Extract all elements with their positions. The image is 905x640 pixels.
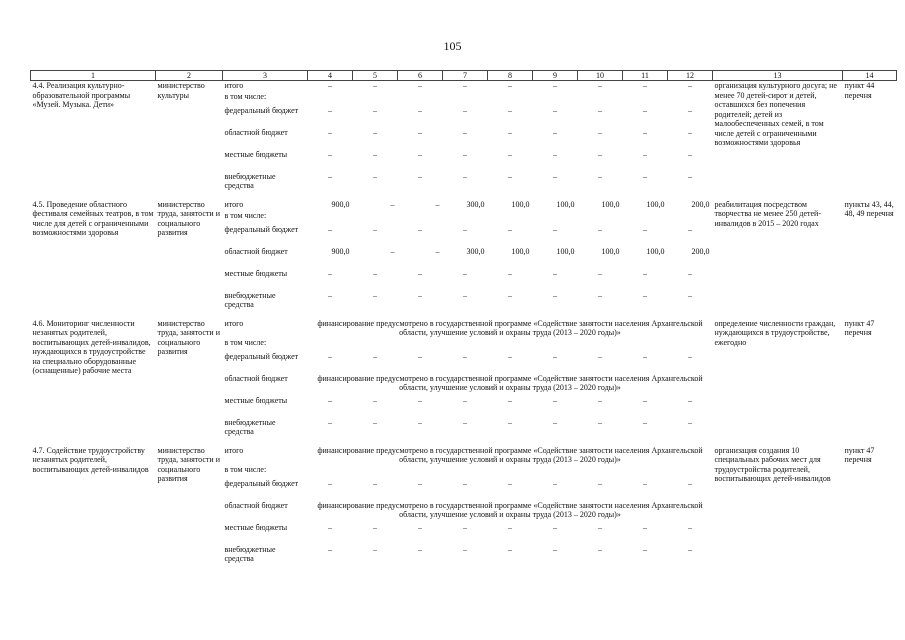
value-cell: – (553, 127, 557, 137)
value-cell: 300,0 (466, 199, 485, 209)
value-cell: – (463, 544, 467, 554)
value-cell: – (418, 149, 422, 159)
value-cell: – (553, 224, 557, 234)
value-cell: – (373, 351, 377, 361)
value-cell: – (553, 351, 557, 361)
funding-source-label: местные бюджеты (224, 395, 288, 405)
value-cell: – (373, 171, 377, 181)
column-header: 7 (443, 71, 488, 81)
funding-source-label: областной бюджет (224, 127, 288, 137)
value-cell: – (373, 127, 377, 137)
value-cell: – (328, 544, 332, 554)
value-cell: – (598, 149, 602, 159)
funding-source-label: итого (224, 445, 244, 455)
funding-source-label: в том числе: (224, 91, 267, 101)
value-cell: – (373, 417, 377, 427)
value-cell: – (418, 417, 422, 427)
value-cell: – (418, 105, 422, 115)
value-cell: – (418, 290, 422, 300)
value-cell: – (328, 351, 332, 361)
funding-note: финансирование предусмотрено в государственной программе «Содействие занятости населения Архангельской области, улучшение условий и охраны труда (2013 – 2020 годы)» (317, 500, 703, 519)
value-cell: – (418, 478, 422, 488)
value-cell: – (688, 544, 692, 554)
funding-source-label: областной бюджет (224, 500, 288, 510)
funding-source-label: в том числе: (224, 337, 267, 347)
program-table (30, 70, 897, 567)
value-cell: 100,0 (601, 246, 620, 256)
column-header: 12 (668, 71, 713, 81)
value-cell: – (643, 171, 647, 181)
row-ref: пункт 44 перечня (844, 81, 875, 100)
value-cell: – (508, 105, 512, 115)
table-row (31, 81, 897, 92)
value-cell: – (598, 290, 602, 300)
value-cell: – (463, 149, 467, 159)
value-cell: – (390, 246, 395, 256)
value-cell: – (643, 351, 647, 361)
funding-source-label: федеральный бюджет (224, 351, 299, 361)
value-cell: – (688, 171, 692, 181)
empty-cell (308, 338, 713, 352)
funding-source-label: местные бюджеты (224, 149, 288, 159)
value-cell: 100,0 (511, 246, 530, 256)
value-cell: – (553, 81, 557, 90)
table-row (31, 200, 897, 211)
column-header: 5 (353, 71, 398, 81)
value-cell: – (598, 268, 602, 278)
value-cell: – (688, 290, 692, 300)
row-ref: пункт 47 перечня (844, 318, 875, 337)
value-cell: – (508, 290, 512, 300)
value-cell: – (598, 224, 602, 234)
column-header: 9 (533, 71, 578, 81)
value-cell: – (373, 522, 377, 532)
row-result: определение численности граждан, нуждающихся в трудоустройстве, ежегодно (714, 318, 836, 347)
value-cell: – (553, 149, 557, 159)
value-cell: – (463, 290, 467, 300)
value-cell: – (643, 81, 647, 90)
value-cell: – (373, 81, 377, 90)
value-cell: 100,0 (646, 246, 665, 256)
value-cell: – (553, 417, 557, 427)
value-cell: – (373, 290, 377, 300)
value-cell: – (463, 351, 467, 361)
value-cell: – (643, 268, 647, 278)
value-cell: – (373, 544, 377, 554)
value-cell: – (328, 268, 332, 278)
empty-cell (308, 211, 713, 225)
value-cell: – (373, 105, 377, 115)
value-cell: – (598, 171, 602, 181)
value-cell: – (418, 395, 422, 405)
funding-source-label: итого (224, 81, 244, 90)
funding-source-label: областной бюджет (224, 246, 288, 256)
value-cell: – (598, 544, 602, 554)
value-cell: – (688, 395, 692, 405)
value-cell: – (508, 224, 512, 234)
row-name: 4.5. Проведение областного фестиваля семейных театров, в том числе для детей с ограниченными возможностями здоровья (32, 199, 154, 237)
value-cell: – (643, 224, 647, 234)
value-cell: – (643, 544, 647, 554)
funding-source-label: федеральный бюджет (224, 224, 299, 234)
value-cell: 300,0 (466, 246, 485, 256)
value-cell: – (463, 522, 467, 532)
value-cell: – (418, 81, 422, 90)
value-cell: – (553, 544, 557, 554)
funding-source-label: местные бюджеты (224, 268, 288, 278)
value-cell: – (553, 522, 557, 532)
value-cell: – (328, 478, 332, 488)
row-result: организация культурного досуга; не менее 70 детей-сирот и детей, оставшихся без попечения родителей; детей из малообеспеченных семей, в том числе детей с ограниченными возможностями здоровья (714, 81, 837, 147)
value-cell: – (508, 268, 512, 278)
value-cell: – (553, 290, 557, 300)
value-cell: – (328, 127, 332, 137)
value-cell: – (463, 268, 467, 278)
value-cell: 100,0 (556, 199, 575, 209)
value-cell: – (688, 351, 692, 361)
column-header: 2 (156, 71, 223, 81)
value-cell: – (508, 81, 512, 90)
value-cell: – (688, 478, 692, 488)
column-header: 11 (623, 71, 668, 81)
funding-source-label: в том числе: (224, 210, 267, 220)
funding-source-label: внебюджетные средства (224, 290, 276, 309)
value-cell: – (328, 417, 332, 427)
row-executor: министерство труда, занятости и социального развития (157, 199, 220, 237)
value-cell: – (643, 105, 647, 115)
funding-note: финансирование предусмотрено в государственной программе «Содействие занятости населения Архангельской области, улучшение условий и охраны труда (2013 – 2020 годы)» (317, 373, 703, 392)
value-cell: – (508, 544, 512, 554)
column-header: 10 (578, 71, 623, 81)
column-header: 1 (31, 71, 156, 81)
value-cell: – (598, 81, 602, 90)
value-cell: – (463, 395, 467, 405)
row-executor: министерство труда, занятости и социального развития (157, 318, 220, 356)
row-name: 4.4. Реализация культурно-образовательной программы «Музей. Музыка. Дети» (32, 81, 131, 109)
table-row (31, 319, 897, 338)
value-cell: – (373, 149, 377, 159)
value-cell: – (463, 105, 467, 115)
value-cell: – (390, 199, 395, 209)
funding-source-label: внебюджетные средства (224, 417, 276, 436)
value-cell: – (463, 478, 467, 488)
value-cell: 200,0 (691, 246, 710, 256)
value-cell: – (688, 127, 692, 137)
value-cell: – (328, 224, 332, 234)
value-cell: – (643, 522, 647, 532)
value-cell: – (418, 522, 422, 532)
value-cell: – (688, 417, 692, 427)
value-cell: – (328, 149, 332, 159)
value-cell: – (688, 268, 692, 278)
value-cell: – (553, 268, 557, 278)
value-cell: – (688, 522, 692, 532)
value-cell: 900,0 (331, 199, 350, 209)
funding-source-label: местные бюджеты (224, 522, 288, 532)
value-cell: – (373, 395, 377, 405)
value-cell: – (553, 171, 557, 181)
funding-source-label: внебюджетные средства (224, 171, 276, 190)
funding-source-label: итого (224, 199, 244, 209)
value-cell: – (463, 81, 467, 90)
value-cell: – (328, 105, 332, 115)
value-cell: – (688, 105, 692, 115)
funding-source-label: внебюджетные средства (224, 544, 276, 563)
row-executor: министерство культуры (157, 81, 205, 100)
value-cell: 100,0 (601, 199, 620, 209)
funding-source-label: в том числе: (224, 464, 267, 474)
value-cell: – (598, 478, 602, 488)
value-cell: – (435, 199, 440, 209)
value-cell: – (435, 246, 440, 256)
table-row (31, 446, 897, 465)
column-header: 8 (488, 71, 533, 81)
value-cell: – (328, 395, 332, 405)
value-cell: – (508, 478, 512, 488)
value-cell: – (328, 290, 332, 300)
row-name: 4.6. Мониторинг численности незанятых родителей, воспитывающих детей-инвалидов, нуждающихся в трудоустройстве на специально оборудованные (оснащенные) рабочие места (32, 318, 151, 375)
value-cell: – (508, 171, 512, 181)
value-cell: – (418, 224, 422, 234)
value-cell: – (643, 417, 647, 427)
funding-note: финансирование предусмотрено в государственной программе «Содействие занятости населения Архангельской области, улучшение условий и охраны труда (2013 – 2020 годы)» (317, 445, 703, 464)
value-cell: – (508, 522, 512, 532)
value-cell: – (598, 395, 602, 405)
row-ref: пункт 47 перечня (844, 445, 875, 464)
value-cell: – (463, 171, 467, 181)
value-cell: – (418, 268, 422, 278)
row-result: реабилитация посредством творчества не менее 250 детей-инвалидов в 2015 – 2020 годах (714, 199, 822, 228)
value-cell: 100,0 (511, 199, 530, 209)
column-header-row (31, 71, 897, 81)
column-header: 13 (713, 71, 843, 81)
value-cell: – (373, 224, 377, 234)
value-cell: – (328, 171, 332, 181)
value-cell: – (328, 522, 332, 532)
funding-note: финансирование предусмотрено в государственной программе «Содействие занятости населения Архангельской области, улучшение условий и охраны труда (2013 – 2020 годы)» (317, 318, 703, 337)
row-result: организация создания 10 специальных рабочих мест для трудоустройства родителей, воспитывающих детей-инвалидов (714, 445, 831, 483)
funding-source-label: областной бюджет (224, 373, 288, 383)
row-name: 4.7. Содействие трудоустройству незанятых родителей, воспитывающих детей-инвалидов (32, 445, 149, 474)
value-cell: 200,0 (691, 199, 710, 209)
value-cell: – (508, 127, 512, 137)
value-cell: – (373, 478, 377, 488)
value-cell: – (553, 478, 557, 488)
value-cell: – (688, 81, 692, 90)
value-cell: – (508, 351, 512, 361)
value-cell: 900,0 (331, 246, 350, 256)
column-header: 6 (398, 71, 443, 81)
value-cell: – (688, 224, 692, 234)
value-cell: – (418, 171, 422, 181)
column-header: 14 (843, 71, 897, 81)
value-cell: – (643, 290, 647, 300)
value-cell: – (418, 127, 422, 137)
value-cell: – (463, 127, 467, 137)
value-cell: – (508, 149, 512, 159)
funding-source-label: итого (224, 318, 244, 328)
value-cell: – (643, 127, 647, 137)
value-cell: – (463, 417, 467, 427)
row-executor: министерство труда, занятости и социального развития (157, 445, 220, 483)
value-cell: 100,0 (556, 246, 575, 256)
value-cell: – (688, 149, 692, 159)
funding-source-label: федеральный бюджет (224, 105, 299, 115)
value-cell: – (643, 149, 647, 159)
column-header: 3 (223, 71, 308, 81)
empty-cell (308, 92, 713, 106)
value-cell: – (598, 127, 602, 137)
value-cell: – (373, 268, 377, 278)
value-cell: – (463, 224, 467, 234)
funding-source-label: федеральный бюджет (224, 478, 299, 488)
value-cell: – (598, 522, 602, 532)
empty-cell (308, 465, 713, 479)
value-cell: – (508, 417, 512, 427)
value-cell: – (553, 395, 557, 405)
value-cell: – (643, 478, 647, 488)
value-cell: – (553, 105, 557, 115)
value-cell: – (418, 351, 422, 361)
value-cell: – (643, 395, 647, 405)
value-cell: – (598, 417, 602, 427)
value-cell: – (598, 351, 602, 361)
page-number: 105 (443, 39, 462, 53)
value-cell: 100,0 (646, 199, 665, 209)
value-cell: – (418, 544, 422, 554)
column-header: 4 (308, 71, 353, 81)
value-cell: – (508, 395, 512, 405)
row-ref: пункты 43, 44, 48, 49 перечня (844, 199, 894, 218)
value-cell: – (328, 81, 332, 90)
value-cell: – (598, 105, 602, 115)
